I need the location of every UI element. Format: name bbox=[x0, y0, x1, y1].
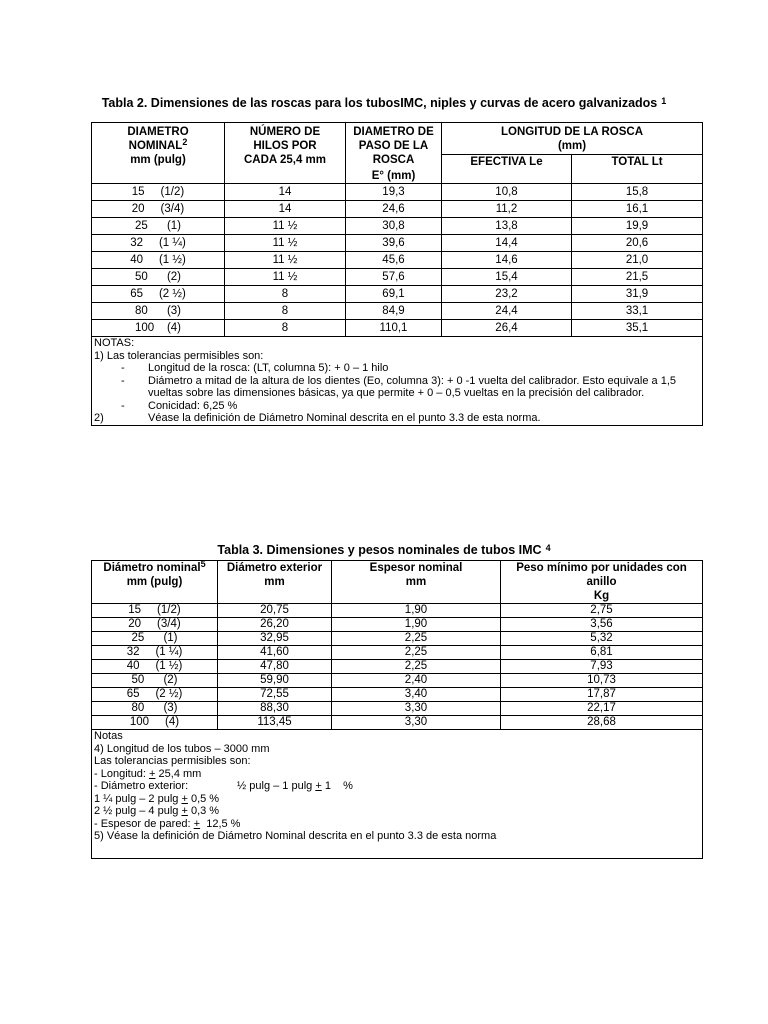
table-cell: 19,9 bbox=[572, 218, 703, 235]
table-cell: 3,30 bbox=[332, 716, 501, 730]
table-row bbox=[92, 303, 703, 320]
table-cell: 14 bbox=[225, 184, 346, 201]
header-text: LONGITUD DE LA ROSCA bbox=[500, 126, 644, 138]
header-text: PASO DE LA bbox=[358, 140, 429, 152]
table3-caption bbox=[0, 543, 768, 557]
note-item bbox=[94, 362, 700, 375]
table-cell: 39,6 bbox=[346, 235, 442, 252]
table-row bbox=[92, 618, 703, 632]
table-cell: 10,73 bbox=[501, 674, 703, 688]
table-cell: 26,4 bbox=[442, 320, 572, 337]
note-dash: - bbox=[121, 399, 125, 412]
table-cell: 14,4 bbox=[442, 235, 572, 252]
table-cell: 11 ½ bbox=[225, 218, 346, 235]
table-cell: 30,8 bbox=[346, 218, 442, 235]
header-text: anillo bbox=[586, 576, 617, 588]
note-text: 12,5 % bbox=[200, 817, 241, 830]
table-cell: 15,8 bbox=[572, 184, 703, 201]
table-cell: 2,25 bbox=[332, 660, 501, 674]
table3-notes-row bbox=[92, 730, 703, 859]
table-cell: 33,1 bbox=[572, 303, 703, 320]
table-cell: 24,4 bbox=[442, 303, 572, 320]
note-text: - Longitud: bbox=[94, 767, 150, 780]
table-cell: 15 (1/2) bbox=[92, 604, 218, 618]
table2-header-diametro bbox=[92, 123, 225, 184]
table-cell: 11 ½ bbox=[225, 252, 346, 269]
header-text: Diámetro nominal bbox=[103, 562, 201, 574]
table-row bbox=[92, 632, 703, 646]
table-cell: 100 (4) bbox=[92, 716, 218, 730]
table-cell: 20 (3/4) bbox=[92, 618, 218, 632]
header-text: E° (mm) bbox=[371, 170, 416, 182]
table-cell: 6,81 bbox=[501, 646, 703, 660]
note-line bbox=[94, 412, 700, 425]
table-cell: 113,45 bbox=[218, 716, 332, 730]
table-cell: 32,95 bbox=[218, 632, 332, 646]
table3-header-diametro bbox=[92, 561, 218, 604]
table-cell: 65 (2 ½) bbox=[92, 286, 225, 303]
note-line: Las tolerancias permisibles son: bbox=[94, 755, 251, 767]
table-cell: 65 (2 ½) bbox=[92, 688, 218, 702]
table-cell: 1,90 bbox=[332, 604, 501, 618]
table-cell: 2,25 bbox=[332, 646, 501, 660]
table-cell: 45,6 bbox=[346, 252, 442, 269]
table-cell: 8 bbox=[225, 286, 346, 303]
table-row bbox=[92, 688, 703, 702]
table-cell: 88,30 bbox=[218, 702, 332, 716]
table3-header-exterior bbox=[218, 561, 332, 604]
table-cell: 50 (2) bbox=[92, 674, 218, 688]
table-cell: 31,9 bbox=[572, 286, 703, 303]
table3-notes bbox=[92, 730, 703, 859]
table-cell: 80 (3) bbox=[92, 303, 225, 320]
table2-notes bbox=[92, 337, 703, 426]
table2-header-row bbox=[92, 123, 703, 155]
note-line: 4) Longitud de los tubos – 3000 mm bbox=[94, 742, 270, 755]
table-row bbox=[92, 269, 703, 286]
header-text bbox=[94, 561, 215, 575]
note-line: NOTAS: bbox=[94, 337, 135, 349]
table-row bbox=[92, 252, 703, 269]
note-dash: - bbox=[121, 374, 125, 387]
plus-minus: + bbox=[181, 805, 188, 817]
table-row bbox=[92, 702, 703, 716]
table-cell: 11 ½ bbox=[225, 235, 346, 252]
note-line: 5) Véase la definición de Diámetro Nominal descrita en el punto 3.3 de esta norma bbox=[94, 830, 497, 842]
table-cell: 59,90 bbox=[218, 674, 332, 688]
table-cell: 1,90 bbox=[332, 618, 501, 632]
header-text: DIAMETRO bbox=[127, 126, 189, 138]
table-row bbox=[92, 184, 703, 201]
table-cell: 21,0 bbox=[572, 252, 703, 269]
table-cell: 5,32 bbox=[501, 632, 703, 646]
table3-header-peso bbox=[501, 561, 703, 604]
note-text: 1 % bbox=[321, 780, 353, 792]
table3-header-row bbox=[92, 561, 703, 604]
table-cell: 32 (1 ¼) bbox=[92, 646, 218, 660]
table-cell: 16,1 bbox=[572, 201, 703, 218]
table2-caption-text: Tabla 2. Dimensiones de las roscas para los tubosIMC, niples y curvas de acero galvanizados bbox=[101, 96, 658, 110]
table-cell: 57,6 bbox=[346, 269, 442, 286]
table-cell: 15,4 bbox=[442, 269, 572, 286]
table-cell: 2,25 bbox=[332, 632, 501, 646]
note-text: 1 ¼ pulg – 2 pulg bbox=[94, 792, 182, 805]
table2-header-hilos bbox=[225, 123, 346, 184]
table-cell: 40 (1 ½) bbox=[92, 252, 225, 269]
table-cell: 47,80 bbox=[218, 660, 332, 674]
note-line bbox=[94, 780, 700, 793]
table-cell: 8 bbox=[225, 320, 346, 337]
table-cell: 3,56 bbox=[501, 618, 703, 632]
note-text: Longitud de la rosca: (LT, columna 5): + 0 – 1 hilo bbox=[148, 362, 389, 374]
table-cell: 3,30 bbox=[332, 702, 501, 716]
note-text: 0,3 % bbox=[187, 805, 220, 817]
table-cell: 25 (1) bbox=[92, 218, 225, 235]
table-cell: 72,55 bbox=[218, 688, 332, 702]
table-row bbox=[92, 660, 703, 674]
note-text: 2 ½ pulg – 4 pulg bbox=[94, 805, 182, 817]
header-text: DIAMETRO DE bbox=[353, 126, 434, 138]
header-text: Kg bbox=[593, 590, 610, 602]
table3-caption-note: 4 bbox=[545, 543, 551, 553]
table2-caption-note: 1 bbox=[661, 96, 667, 106]
table-cell: 69,1 bbox=[346, 286, 442, 303]
header-text bbox=[94, 139, 222, 153]
table-cell: 24,6 bbox=[346, 201, 442, 218]
header-text: Diámetro exterior bbox=[226, 562, 323, 574]
table-cell: 3,40 bbox=[332, 688, 501, 702]
header-text: CADA 25,4 mm bbox=[243, 154, 327, 166]
plus-minus: + bbox=[149, 767, 156, 780]
table-row bbox=[92, 218, 703, 235]
table-cell: 20,6 bbox=[572, 235, 703, 252]
header-text: mm bbox=[264, 576, 285, 588]
table2-header-total: TOTAL Lt bbox=[572, 154, 703, 183]
table-row bbox=[92, 320, 703, 337]
note-text: - Espesor de pared: bbox=[94, 817, 194, 830]
table-cell: 10,8 bbox=[442, 184, 572, 201]
table-cell: 25 (1) bbox=[92, 632, 218, 646]
table-cell: 13,8 bbox=[442, 218, 572, 235]
header-text: HILOS POR bbox=[253, 140, 317, 152]
note-text: 0,5 % bbox=[187, 792, 220, 805]
table-cell: 40 (1 ½) bbox=[92, 660, 218, 674]
table-row bbox=[92, 604, 703, 618]
table2-header-longitud bbox=[442, 123, 703, 155]
table-cell: 28,68 bbox=[501, 716, 703, 730]
table-row bbox=[92, 286, 703, 303]
header-text: (mm) bbox=[557, 140, 587, 152]
note-text: Diámetro a mitad de la altura de los dientes (Eo, columna 3): + 0 -1 vuelta del calibrador. Esto equivale a 1,5 vueltas sobre las dimensiones básicas, ya que permite + 0 – 0,5 vueltas en la precisión del calibrador. bbox=[148, 374, 676, 399]
note-item bbox=[94, 375, 700, 400]
header-sup: 2 bbox=[182, 137, 188, 147]
note-text: - Diámetro exterior: ½ pulg – 1 pulg bbox=[94, 780, 316, 792]
table-cell: 14 bbox=[225, 201, 346, 218]
plus-minus: + bbox=[193, 817, 201, 830]
table-row bbox=[92, 716, 703, 730]
table-cell: 8 bbox=[225, 303, 346, 320]
note-text: 25,4 mm bbox=[155, 767, 202, 780]
table2 bbox=[91, 122, 703, 426]
table-cell: 17,87 bbox=[501, 688, 703, 702]
table-row bbox=[92, 646, 703, 660]
table-cell: 20 (3/4) bbox=[92, 201, 225, 218]
table-cell: 11 ½ bbox=[225, 269, 346, 286]
note-text: Véase la definición de Diámetro Nominal descrita en el punto 3.3 de esta norma. bbox=[148, 412, 541, 424]
header-text: ROSCA bbox=[372, 154, 415, 166]
table-cell: 26,20 bbox=[218, 618, 332, 632]
table-cell: 50 (2) bbox=[92, 269, 225, 286]
table-cell: 84,9 bbox=[346, 303, 442, 320]
header-text: NÚMERO DE bbox=[249, 126, 321, 138]
table2-header-efectiva: EFECTIVA Le bbox=[442, 154, 572, 183]
header-text: Peso mínimo por unidades con bbox=[516, 562, 687, 574]
table-cell: 11,2 bbox=[442, 201, 572, 218]
header-text: mm (pulg) bbox=[130, 154, 186, 166]
table-cell: 15 (1/2) bbox=[92, 184, 225, 201]
note-line bbox=[94, 818, 700, 831]
table3 bbox=[91, 560, 703, 859]
note-line bbox=[94, 793, 700, 806]
table-cell: 23,2 bbox=[442, 286, 572, 303]
table-cell: 21,5 bbox=[572, 269, 703, 286]
table-cell: 100 (4) bbox=[92, 320, 225, 337]
table-cell: 110,1 bbox=[346, 320, 442, 337]
note-line bbox=[94, 805, 700, 818]
header-sup: 5 bbox=[200, 559, 206, 569]
table-row bbox=[92, 674, 703, 688]
table-cell: 35,1 bbox=[572, 320, 703, 337]
header-text: mm bbox=[405, 576, 427, 588]
note-item bbox=[94, 400, 700, 413]
table-row bbox=[92, 235, 703, 252]
table-cell: 14,6 bbox=[442, 252, 572, 269]
note-line bbox=[94, 768, 700, 781]
table2-caption bbox=[0, 96, 768, 110]
table-cell: 2,75 bbox=[501, 604, 703, 618]
table-cell: 2,40 bbox=[332, 674, 501, 688]
table2-notes-row bbox=[92, 337, 703, 426]
note-text: Conicidad: 6,25 % bbox=[148, 399, 238, 412]
table3-header-espesor bbox=[332, 561, 501, 604]
table-cell: 19,3 bbox=[346, 184, 442, 201]
plus-minus: + bbox=[315, 780, 322, 792]
table-cell: 80 (3) bbox=[92, 702, 218, 716]
table-row bbox=[92, 201, 703, 218]
note-num: 2) bbox=[94, 412, 104, 424]
header-text: Espesor nominal bbox=[369, 562, 463, 574]
plus-minus: + bbox=[181, 792, 188, 805]
header-text: mm (pulg) bbox=[126, 576, 183, 588]
note-line: 1) Las tolerancias permisibles son: bbox=[94, 349, 264, 362]
table-cell: 32 (1 ¼) bbox=[92, 235, 225, 252]
table-cell: 7,93 bbox=[501, 660, 703, 674]
note-dash: - bbox=[121, 362, 125, 374]
header-text: NOMINAL bbox=[128, 140, 183, 152]
table-cell: 22,17 bbox=[501, 702, 703, 716]
table-cell: 20,75 bbox=[218, 604, 332, 618]
table2-header-paso bbox=[346, 123, 442, 184]
note-line: Notas bbox=[94, 730, 123, 742]
table-cell: 41,60 bbox=[218, 646, 332, 660]
table3-caption-text: Tabla 3. Dimensiones y pesos nominales de tubos IMC bbox=[217, 543, 542, 557]
